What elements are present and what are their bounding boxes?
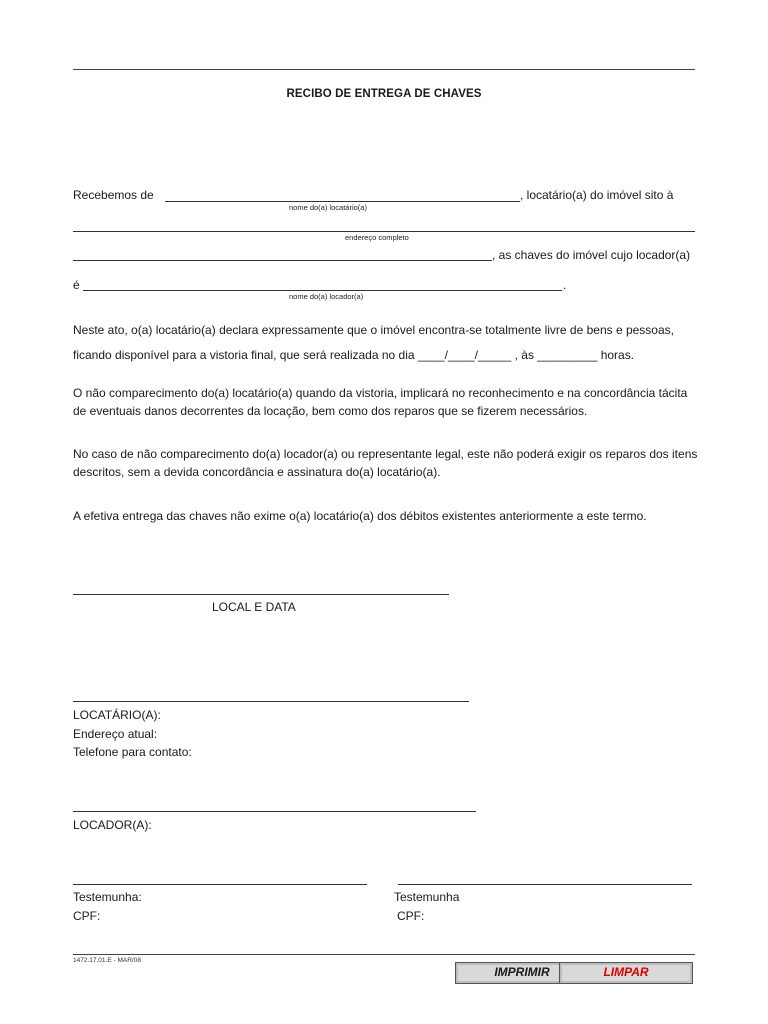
- witness2-signature-line[interactable]: [398, 884, 692, 885]
- print-button[interactable]: IMPRIMIR: [455, 962, 589, 984]
- witness2-label: Testemunha: [394, 890, 460, 904]
- tenant-label: LOCATÁRIO(A):: [73, 708, 161, 722]
- witness1-cpf-label: CPF:: [73, 909, 101, 923]
- keys-of-property-label: , as chaves do imóvel cujo locador(a): [492, 248, 691, 262]
- clear-button[interactable]: LIMPAR: [559, 962, 693, 984]
- absence-landlord-paragraph-line2: descritos, sem a devida concordância e assinatura do(a) locatário(a).: [73, 465, 441, 479]
- absence-tenant-paragraph-line1: O não comparecimento do(a) locatário(a) quando da vistoria, implicará no reconhecimento e na concordância tácita: [73, 386, 688, 400]
- tenant-of-property-label: , locatário(a) do imóvel sito à: [520, 188, 674, 202]
- landlord-label: LOCADOR(A):: [73, 818, 152, 832]
- is-label: é: [73, 278, 80, 292]
- form-code: 1472.17.01.E - MAR/08: [73, 957, 141, 964]
- received-from-label: Recebemos de: [73, 188, 154, 202]
- contact-phone-label: Telefone para contato:: [73, 745, 192, 759]
- full-address-field[interactable]: [73, 231, 695, 232]
- top-rule: [73, 69, 695, 70]
- address-continuation-field[interactable]: [73, 260, 492, 261]
- declaration-paragraph-line2: ficando disponível para a vistoria final, que será realizada no dia ____/____/_____ , às _________ horas.: [73, 348, 635, 362]
- landlord-name-field[interactable]: [83, 290, 562, 291]
- absence-landlord-paragraph-line1: No caso de não comparecimento do(a) locador(a) ou representante legal, este não poderá exigir os reparos dos itens: [73, 447, 698, 461]
- witness2-cpf-label: CPF:: [397, 909, 425, 923]
- tenant-name-caption: nome do(a) locatário(a): [289, 203, 367, 212]
- witness1-signature-line[interactable]: [73, 884, 367, 885]
- current-address-label: Endereço atual:: [73, 727, 158, 741]
- period-label: .: [563, 278, 567, 292]
- landlord-name-caption: nome do(a) locador(a): [289, 292, 364, 301]
- full-address-caption: endereço completo: [345, 233, 409, 242]
- bottom-rule: [73, 954, 695, 955]
- document-title: RECIBO DE ENTREGA DE CHAVES: [286, 88, 482, 100]
- witness1-label: Testemunha:: [73, 890, 142, 904]
- debts-paragraph: A efetiva entrega das chaves não exime o(a) locatário(a) dos débitos existentes anteriormente a este termo.: [73, 509, 647, 523]
- tenant-signature-line[interactable]: [73, 701, 469, 702]
- local-date-label: LOCAL E DATA: [212, 600, 296, 614]
- declaration-paragraph-line1: Neste ato, o(a) locatário(a) declara expressamente que o imóvel encontra-se totalmente livre de bens e pessoas,: [73, 323, 674, 337]
- tenant-name-field[interactable]: [165, 201, 520, 202]
- local-date-field[interactable]: [73, 594, 449, 595]
- absence-tenant-paragraph-line2: de eventuais danos decorrentes da locação, bem como dos reparos que se fizerem necessários.: [73, 404, 588, 418]
- landlord-signature-line[interactable]: [73, 811, 476, 812]
